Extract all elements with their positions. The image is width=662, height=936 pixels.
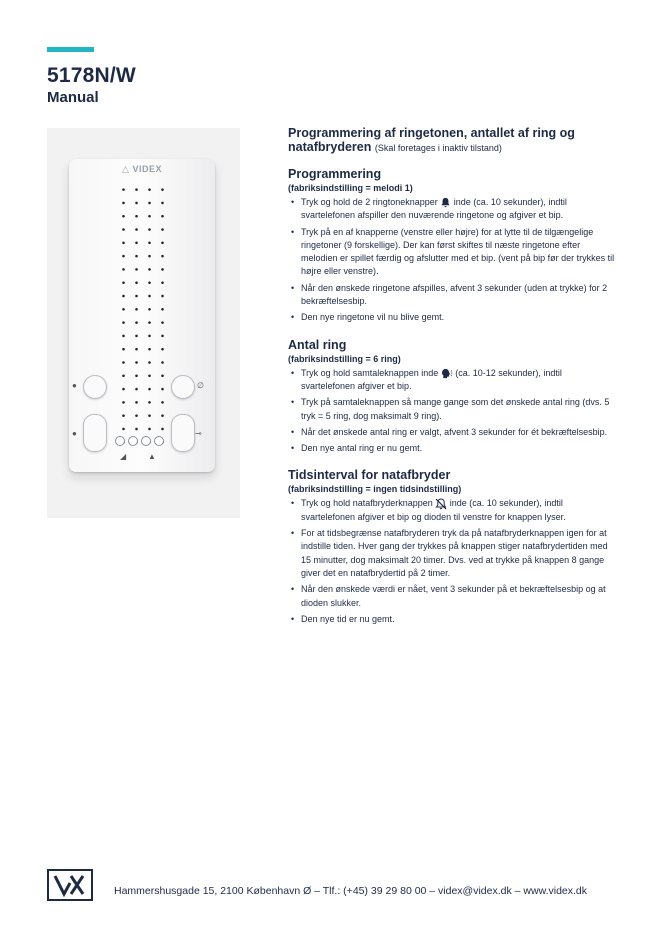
small-button-2 (128, 436, 138, 446)
list-item: • Tryk og hold samtaleknappen inde (ca. 10-12 sekunder), indtil svartelefonen afgiver et bip. (288, 367, 618, 394)
videx-logo-icon (47, 869, 93, 901)
section-programmering (288, 167, 618, 325)
key-icon: ⊸ (195, 429, 202, 438)
instructions (288, 126, 618, 629)
section-natafbryder (288, 468, 618, 626)
product-photo (47, 128, 240, 518)
list-item: • Den nye ringetone vil nu blive gemt. (288, 311, 618, 324)
small-button-4 (154, 436, 164, 446)
step-list (288, 497, 618, 626)
section-antal-ring (288, 338, 618, 456)
step-list (288, 196, 618, 325)
volume-icon: ◢ (120, 452, 127, 461)
document-subtitle: Manual (47, 89, 99, 106)
bell-muted-icon: ∅ (197, 381, 204, 390)
document-title: 5178N/W (47, 64, 136, 87)
phone-brand-logo (69, 164, 215, 175)
list-item: • Tryk og hold de 2 ringtoneknapper inde (ca. 10 sekunder), indtil svartelefonen afspiller den nuværende ringetone og afgiver et bip. (288, 196, 618, 223)
small-button-3 (141, 436, 151, 446)
right-ring-button (171, 375, 195, 399)
speaking-head-icon (441, 368, 453, 379)
phone-brand-label: VIDEX (132, 164, 162, 174)
section-subtitle: (fabriksindstilling = ingen tidsindstilling) (288, 484, 462, 495)
intro-heading (288, 126, 618, 155)
bell-muted-icon (435, 498, 447, 510)
list-item: • Når den ønskede ringetone afspilles, afvent 3 sekunder (uden at trykke) for 2 bekræftelsesbip. (288, 282, 618, 309)
intro-note: (Skal foretages i inaktiv tilstand) (374, 143, 502, 153)
left-ring-button (83, 375, 107, 399)
step-list (288, 367, 618, 456)
section-title: Programmering (288, 167, 382, 181)
accent-bar (47, 47, 94, 52)
videx-mark-icon: △ (122, 164, 130, 174)
section-subtitle: (fabriksindstilling = 6 ring) (288, 353, 401, 364)
handsfree-phone-unit (69, 159, 215, 472)
list-item: • For at tidsbegrænse natafbryderen tryk da på natafbryderknappen igen for at indstille tiden. Hver gang der trykkes på knappen stiger natafbrydertiden med 15 minutter, dog maksimalt 20 timer. Dvs. ved at trykke på knappen 8 gange giver det en natafbrydertid på 2 timer. (288, 527, 618, 580)
intro-heading-text: Programmering af ringetonen, antallet af ring og natafbryderen (288, 126, 575, 154)
section-subtitle: (fabriksindstilling = melodi 1) (288, 183, 413, 193)
speaker-grille (117, 183, 165, 448)
door-open-button (171, 414, 195, 452)
list-item: • Tryk og hold natafbryderknappen inde (ca. 10 sekunder), indtil svartelefonen afgiver et bip og dioden til venstre for knappen lyser. (288, 497, 618, 524)
bell-icon (440, 197, 451, 208)
list-item: • Tryk på samtaleknappen så mange gange som det ønskede antal ring (dvs. 5 tryk = 5 ring, dog maksimalt 9 ring). (288, 396, 618, 423)
speaking-head-icon: ● (72, 429, 77, 438)
small-button-1 (115, 436, 125, 446)
list-item: • Når den ønskede værdi er nået, vent 3 sekunder på et bekræftelsesbip og at dioden slukker. (288, 583, 618, 610)
footer-contact: Hammershusgade 15, 2100 København Ø – Tlf.: (+45) 39 29 80 00 – videx@videx.dk – www.videx.dk (114, 885, 588, 897)
dot-icon: ● (72, 381, 77, 390)
section-title: Antal ring (288, 337, 347, 352)
list-item: • Den nye antal ring er nu gemt. (288, 442, 618, 455)
bell-icon: ▲ (148, 452, 156, 461)
talk-button (83, 414, 107, 452)
list-item: • Tryk på en af knapperne (venstre eller højre) for at lytte til de tilgængelige ringetoner (9 forskellige). Der kan først skiftes til næste ringetone efter melodien er spillet færdig og afslutter med et bip. (vent på bip før der trykkes til højre eller venstre). (288, 226, 618, 279)
section-title: Tidsinterval for natafbryder (288, 468, 451, 483)
list-item: • Når det ønskede antal ring er valgt, afvent 3 sekunder for ét bekræftelsesbip. (288, 426, 618, 439)
list-item: • Den nye tid er nu gemt. (288, 613, 618, 626)
